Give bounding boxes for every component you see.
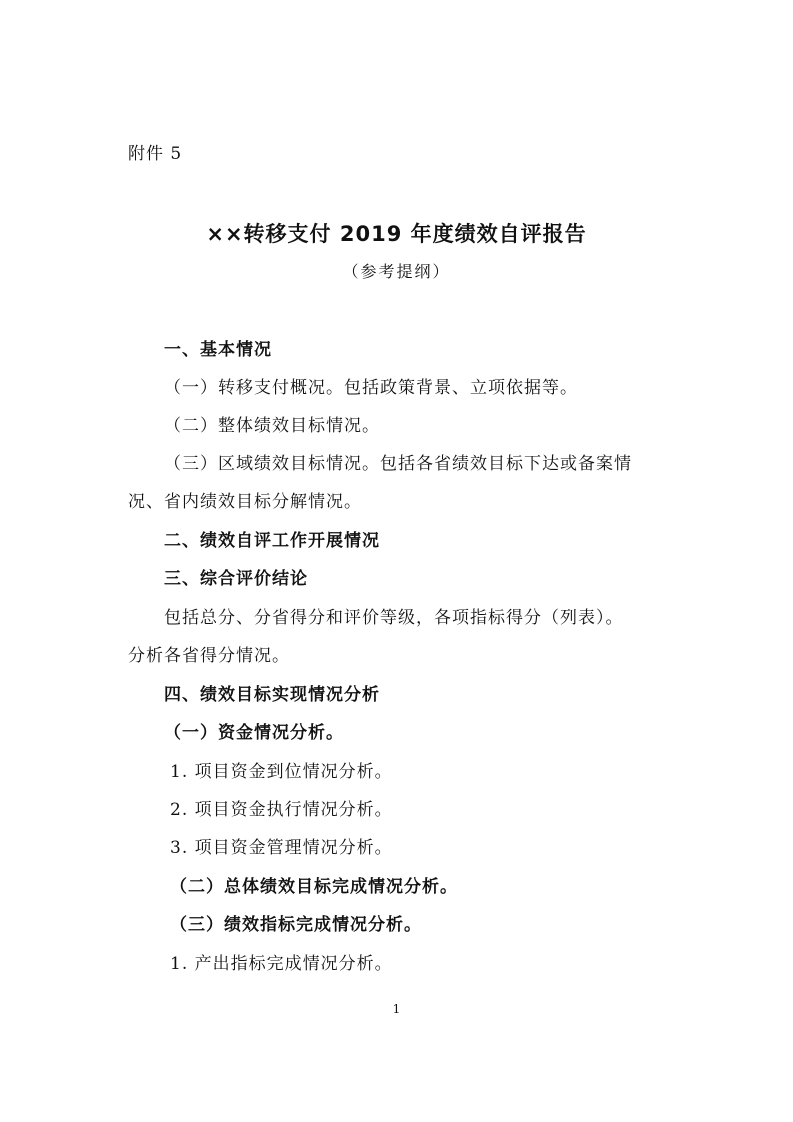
paragraph-transfer-overview: （一）转移支付概况。包括政策背景、立项依据等。: [164, 378, 578, 398]
list-item-output-indicators: 1. 产出指标完成情况分析。: [170, 954, 393, 974]
list-item-funds-management: 3. 项目资金管理情况分析。: [170, 838, 393, 858]
document-subtitle: （参考提纲）: [342, 262, 451, 281]
paragraph-regional-goals-line1: （三）区域绩效目标情况。包括各省绩效目标下达或备案情: [164, 454, 632, 474]
section-heading-basic-info: 一、基本情况: [164, 340, 272, 360]
subheading-indicator-completion: （三）绩效指标完成情况分析。: [170, 915, 422, 935]
list-item-funds-execution: 2. 项目资金执行情况分析。: [170, 800, 393, 820]
paragraph-regional-goals-line2: 况、省内绩效目标分解情况。: [128, 492, 362, 512]
paragraph-conclusion-line1: 包括总分、分省得分和评价等级，各项指标得分（列表）。: [164, 608, 624, 628]
subheading-funds-analysis: （一）资金情况分析。: [164, 723, 344, 743]
document-title: ××转移支付 2019 年度绩效自评报告: [206, 222, 587, 246]
attachment-label: 附件 5: [128, 144, 183, 164]
section-heading-self-evaluation: 二、绩效自评工作开展情况: [164, 531, 380, 551]
subheading-overall-goal-completion: （二）总体绩效目标完成情况分析。: [170, 877, 458, 897]
list-item-funds-arrival: 1. 项目资金到位情况分析。: [170, 762, 393, 782]
paragraph-conclusion-line2: 分析各省得分情况。: [128, 646, 290, 666]
page-number: 1: [392, 1002, 401, 1016]
section-heading-conclusion: 三、综合评价结论: [164, 569, 308, 589]
paragraph-overall-goals: （二）整体绩效目标情况。: [164, 416, 380, 436]
section-heading-goal-analysis: 四、绩效目标实现情况分析: [164, 685, 380, 705]
